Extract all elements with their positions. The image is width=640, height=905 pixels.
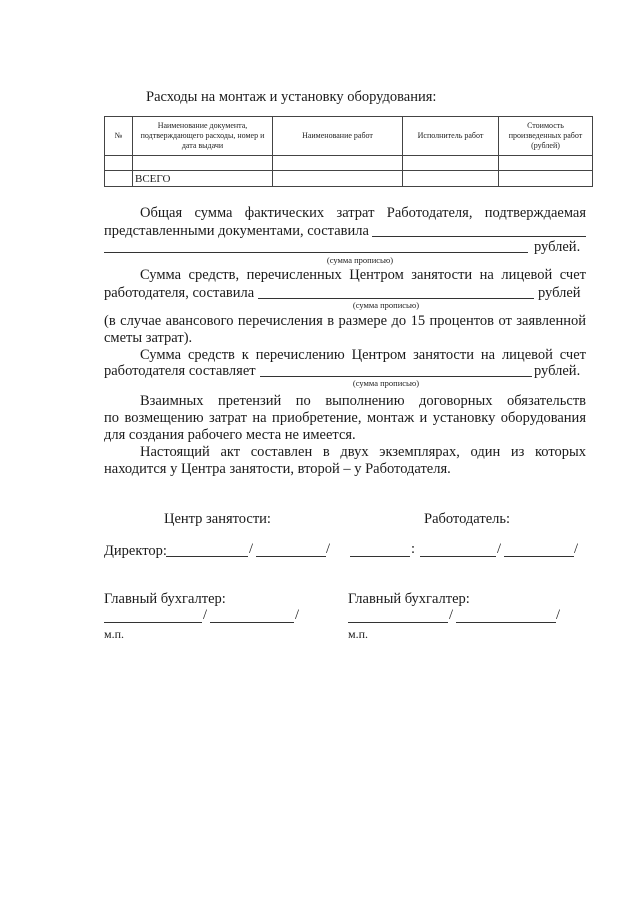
para3-line2: работодателя составляет (104, 363, 256, 379)
table-row (105, 156, 593, 171)
director-slash-2: / (326, 541, 331, 557)
para2-line2: работодателя, составила (104, 285, 255, 301)
table-header-row (105, 117, 593, 156)
para1-blank-line-1 (372, 236, 586, 237)
table-cell (105, 171, 133, 187)
stamp-left: м.п. (104, 627, 125, 641)
para2-line1: Сумма средств, перечисленных Центром занятости на лицевой счет (140, 267, 586, 283)
director-name-line (256, 556, 326, 557)
employer-colon: : (411, 541, 416, 557)
employer-signature-line (420, 556, 496, 557)
table-cell (403, 171, 499, 187)
director-slash-1: / (249, 541, 254, 557)
para2-blank-line (258, 298, 534, 299)
header-cell-works: Наименование работ (273, 117, 403, 156)
para1-line1: Общая сумма фактических затрат Работодателя, подтверждаемая (140, 205, 586, 221)
employment-center-heading: Центр занятости: (164, 511, 271, 527)
accountant-right-name-line (456, 622, 556, 623)
para1-blank-line-2 (104, 252, 528, 253)
director-signature-line (166, 556, 248, 557)
total-label-cell: ВСЕГО (133, 171, 273, 187)
para1-rubles: рублей. (534, 239, 581, 255)
para3-line1: Сумма средств к перечислению Центром занятости на лицевой счет (140, 347, 586, 363)
stamp-right: м.п. (348, 627, 369, 641)
employer-slash-1: / (497, 541, 502, 557)
table-cell (105, 156, 133, 171)
table-cell (133, 156, 273, 171)
header-cell-cost: Стоимость произведенных работ (рублей) (499, 117, 593, 156)
employer-name-line (504, 556, 574, 557)
table-cell (273, 156, 403, 171)
accountant-right-slash-2: / (556, 607, 561, 623)
expenses-heading: Расходы на монтаж и установку оборудования: (146, 89, 437, 105)
para4-line2: по возмещению затрат на приобретение, монтаж и установку оборудования (104, 410, 586, 426)
accountant-right-signature-line (348, 622, 448, 623)
para2-caption: (сумма прописью) (352, 300, 420, 310)
para4-line3: для создания рабочего места не имеется. (104, 427, 356, 443)
chief-accountant-left-label: Главный бухгалтер: (104, 591, 226, 607)
para2-line3: (в случае авансового перечисления в размере до 15 процентов от заявленной (104, 313, 586, 329)
accountant-left-slash-1: / (203, 607, 208, 623)
accountant-left-signature-line (104, 622, 202, 623)
para2-rubles: рублей (538, 285, 581, 301)
accountant-left-slash-2: / (295, 607, 300, 623)
table-cell (499, 156, 593, 171)
employer-slash-2: / (574, 541, 579, 557)
employer-position-line (350, 556, 410, 557)
para3-blank-line (260, 376, 532, 377)
employer-heading: Работодатель: (424, 511, 511, 527)
header-cell-document: Наименование документа, подтверждающего расходы, номер и дата выдачи (133, 117, 273, 156)
table-total-row (105, 171, 593, 187)
accountant-left-name-line (210, 622, 294, 623)
expenses-table (104, 116, 593, 187)
para1-line2: представленными документами, составила (104, 223, 369, 239)
director-label: Директор: (104, 543, 167, 559)
table-cell (273, 171, 403, 187)
para1-caption: (сумма прописью) (326, 255, 394, 265)
accountant-right-slash-1: / (449, 607, 454, 623)
table-cell (499, 171, 593, 187)
para5-line2: находится у Центра занятости, второй – у Работодателя. (104, 461, 451, 477)
para4-line1: Взаимных претензий по выполнению договорных обязательств (140, 393, 586, 409)
chief-accountant-right-label: Главный бухгалтер: (348, 591, 470, 607)
para3-rubles: рублей. (534, 363, 581, 379)
header-cell-contractor: Исполнитель работ (403, 117, 499, 156)
para2-line4: сметы затрат). (104, 330, 193, 346)
header-cell-number: № (105, 117, 133, 156)
table-cell (403, 156, 499, 171)
para3-caption: (сумма прописью) (352, 378, 420, 388)
para5-line1: Настоящий акт составлен в двух экземплярах, один из которых (140, 444, 586, 460)
